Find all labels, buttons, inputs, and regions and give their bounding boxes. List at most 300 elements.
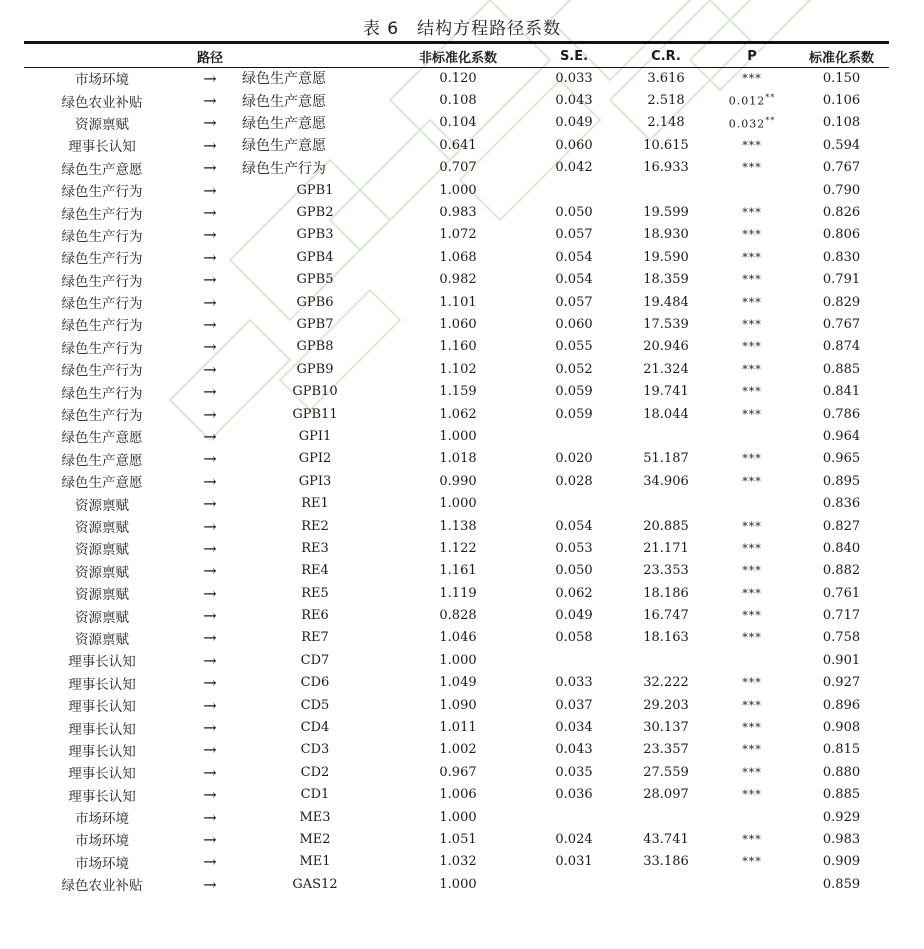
- cell-unstd: 0.983: [439, 205, 477, 221]
- cell-to: CD5: [300, 697, 330, 713]
- cell-std: 0.841: [822, 384, 861, 400]
- cell-unstd: 1.018: [439, 451, 477, 467]
- cell-std: 0.896: [822, 697, 861, 713]
- cell-unstd: 0.641: [439, 137, 477, 153]
- cell-std: 0.927: [822, 675, 861, 691]
- cell-p: [710, 425, 794, 447]
- cell-from: 市场环境: [75, 72, 129, 89]
- arrow-icon: →: [203, 628, 217, 648]
- cell-p: ***: [742, 855, 762, 869]
- cell-from: 资源禀赋: [75, 587, 129, 604]
- col-header-unstd: 非标准化系数: [418, 51, 497, 66]
- cell-from: 理事长认知: [68, 699, 136, 716]
- cell-to: RE6: [301, 608, 329, 624]
- cell-unstd: 1.062: [439, 406, 477, 422]
- cell-cr: [622, 806, 710, 828]
- arrow-icon: →: [203, 337, 217, 357]
- cell-p: ***: [742, 317, 762, 331]
- cell-p: ***: [742, 138, 762, 152]
- cell-std: 0.929: [822, 809, 861, 825]
- col-header-from: [24, 46, 180, 67]
- cell-std: 0.965: [822, 451, 861, 467]
- cell-se: 0.053: [555, 540, 593, 556]
- cell-from: 市场环境: [75, 833, 129, 850]
- table-row: [24, 492, 889, 514]
- cell-from: 理事长认知: [68, 766, 136, 783]
- cell-unstd: 1.160: [439, 339, 477, 355]
- cell-se: 0.043: [555, 93, 593, 109]
- cell-cr: 33.186: [643, 854, 689, 870]
- cell-se: 0.052: [555, 361, 593, 377]
- cell-to: GPB6: [296, 294, 334, 310]
- cell-std: 0.830: [822, 249, 861, 265]
- cell-cr: 34.906: [643, 473, 689, 489]
- table-row: [24, 157, 889, 179]
- cell-from: 绿色生产行为: [61, 363, 143, 380]
- cell-se: 0.050: [555, 205, 593, 221]
- cell-to: GPB7: [296, 316, 334, 332]
- table-row: [24, 560, 889, 582]
- cell-std: 0.859: [822, 876, 861, 892]
- table-row: [24, 336, 889, 358]
- cell-se: 0.057: [555, 227, 593, 243]
- cell-p: ***: [742, 832, 762, 846]
- table-caption: 结构方程路径系数: [417, 19, 562, 39]
- cell-to: GPB5: [296, 272, 334, 288]
- arrow-icon: →: [203, 494, 217, 514]
- arrow-icon: →: [203, 203, 217, 223]
- cell-p: ***: [742, 721, 762, 735]
- path-coefficient-table: [24, 46, 889, 895]
- cell-cr: 21.324: [643, 361, 689, 377]
- cell-to: 绿色生产意愿: [242, 71, 326, 88]
- cell-se: [526, 649, 622, 671]
- cell-unstd: 0.108: [439, 93, 477, 109]
- cell-unstd: 1.101: [439, 294, 477, 310]
- cell-cr: [622, 179, 710, 201]
- cell-from: 理事长认知: [68, 721, 136, 738]
- cell-cr: 20.885: [643, 518, 689, 534]
- cell-from: 绿色生产意愿: [61, 475, 143, 492]
- table-row: [24, 358, 889, 380]
- cell-from: 绿色生产行为: [61, 251, 143, 268]
- cell-std: 0.806: [822, 227, 861, 243]
- cell-to: RE7: [301, 630, 329, 646]
- cell-from: 理事长认知: [68, 743, 136, 760]
- table-row: [24, 269, 889, 291]
- cell-to: GPB4: [296, 249, 334, 265]
- cell-p: ***: [742, 295, 762, 309]
- col-header-path: 路径: [196, 51, 223, 66]
- arrow-icon: →: [203, 829, 217, 849]
- arrow-icon: →: [203, 426, 217, 446]
- cell-p: ***: [742, 206, 762, 220]
- arrow-icon: →: [203, 382, 217, 402]
- cell-to: 绿色生产意愿: [242, 138, 326, 155]
- cell-std: 0.758: [822, 630, 861, 646]
- cell-from: 资源禀赋: [75, 116, 129, 133]
- table-row: [24, 112, 889, 134]
- table-row: [24, 784, 889, 806]
- table-row: [24, 851, 889, 873]
- cell-to: RE5: [301, 585, 329, 601]
- arrow-icon: →: [203, 718, 217, 738]
- cell-cr: 18.186: [643, 585, 689, 601]
- cell-from: 绿色生产行为: [61, 206, 143, 223]
- cell-unstd: 1.122: [439, 540, 477, 556]
- cell-to: GPB2: [296, 205, 334, 221]
- cell-cr: 28.097: [643, 787, 689, 803]
- arrow-icon: →: [203, 449, 217, 469]
- cell-cr: 19.590: [643, 249, 689, 265]
- cell-to: 绿色生产意愿: [242, 93, 326, 110]
- table-title: [0, 14, 924, 39]
- cell-p: ***: [742, 385, 762, 399]
- cell-std: 0.150: [822, 70, 861, 86]
- cell-cr: 18.044: [643, 406, 689, 422]
- cell-p: ***: [742, 519, 762, 533]
- cell-std: 0.594: [822, 137, 861, 153]
- cell-cr: 21.171: [643, 540, 689, 556]
- cell-p: ***: [742, 765, 762, 779]
- arrow-icon: →: [203, 292, 217, 312]
- cell-p: 0.012**: [728, 93, 776, 108]
- cell-se: 0.059: [555, 384, 593, 400]
- cell-se: 0.055: [555, 339, 593, 355]
- top-rule: [24, 41, 889, 44]
- cell-unstd: 1.011: [439, 720, 477, 736]
- cell-unstd: 1.072: [439, 227, 477, 243]
- arrow-icon: →: [203, 606, 217, 626]
- cell-cr: 43.741: [643, 831, 689, 847]
- cell-unstd: 0.990: [439, 473, 477, 489]
- cell-se: 0.050: [555, 563, 593, 579]
- cell-p: ***: [742, 541, 762, 555]
- cell-unstd: 1.002: [439, 742, 477, 758]
- col-header-cr: C.R.: [651, 49, 681, 64]
- arrow-icon: →: [203, 516, 217, 536]
- cell-from: 绿色生产意愿: [61, 430, 143, 447]
- cell-unstd: 1.138: [439, 518, 477, 534]
- cell-unstd: 1.032: [439, 854, 477, 870]
- cell-unstd: 1.049: [439, 675, 477, 691]
- table-row: [24, 448, 889, 470]
- cell-to: GAS12: [292, 876, 338, 892]
- cell-unstd: 1.000: [439, 496, 477, 512]
- cell-p: [710, 492, 794, 514]
- arrow-icon: →: [203, 314, 217, 334]
- arrow-icon: →: [203, 874, 217, 894]
- cell-std: 0.108: [822, 115, 861, 131]
- cell-from: 资源禀赋: [75, 520, 129, 536]
- cell-cr: 2.148: [647, 115, 685, 131]
- cell-std: 0.840: [822, 540, 861, 556]
- cell-unstd: 1.000: [439, 809, 477, 825]
- cell-p: ***: [742, 586, 762, 600]
- cell-unstd: 1.068: [439, 249, 477, 265]
- cell-from: 市场环境: [75, 811, 129, 828]
- cell-unstd: 1.046: [439, 630, 477, 646]
- arrow-icon: →: [203, 135, 217, 155]
- table-row: [24, 403, 889, 425]
- cell-std: 0.717: [822, 608, 861, 624]
- cell-se: 0.036: [555, 787, 593, 803]
- cell-to: 绿色生产行为: [242, 160, 326, 177]
- arrow-icon: →: [203, 471, 217, 491]
- table-row: [24, 604, 889, 626]
- arrow-icon: →: [203, 359, 217, 379]
- cell-to: ME2: [299, 831, 331, 847]
- cell-p: ***: [742, 698, 762, 712]
- cell-cr: 29.203: [643, 697, 689, 713]
- cell-unstd: 0.707: [439, 160, 477, 176]
- cell-unstd: 1.090: [439, 697, 477, 713]
- arrow-icon: →: [203, 852, 217, 872]
- cell-std: 0.815: [822, 742, 861, 758]
- cell-cr: 27.559: [643, 764, 689, 780]
- cell-p: ***: [742, 474, 762, 488]
- cell-cr: 32.222: [643, 675, 689, 691]
- table-row: [24, 201, 889, 223]
- cell-unstd: 0.120: [439, 70, 477, 86]
- cell-to: RE2: [301, 518, 329, 534]
- cell-cr: [622, 492, 710, 514]
- cell-std: 0.106: [822, 93, 861, 109]
- cell-std: 0.908: [822, 720, 861, 736]
- cell-from: 理事长认知: [68, 139, 136, 156]
- table-number: 表 6: [362, 19, 400, 39]
- cell-se: 0.034: [555, 720, 593, 736]
- table-row: [24, 761, 889, 783]
- cell-std: 0.761: [822, 585, 861, 601]
- cell-se: [526, 425, 622, 447]
- cell-se: 0.058: [555, 630, 593, 646]
- table-row: [24, 313, 889, 335]
- col-header-p: P: [747, 49, 757, 64]
- table-row: [24, 224, 889, 246]
- arrow-icon: →: [203, 673, 217, 693]
- cell-std: 0.983: [822, 831, 861, 847]
- cell-to: GPB10: [292, 384, 338, 400]
- cell-unstd: 1.159: [439, 384, 477, 400]
- cell-to: 绿色生产意愿: [242, 115, 326, 132]
- cell-unstd: 1.000: [439, 652, 477, 668]
- header-row: [24, 46, 889, 67]
- cell-to: GPI3: [298, 473, 332, 489]
- cell-from: 绿色生产行为: [61, 273, 143, 290]
- cell-unstd: 1.000: [439, 428, 477, 444]
- cell-p: ***: [742, 631, 762, 645]
- arrow-icon: →: [203, 68, 217, 88]
- cell-to: CD2: [300, 764, 330, 780]
- table-row: [24, 246, 889, 268]
- cell-se: 0.033: [555, 675, 593, 691]
- cell-to: CD7: [300, 652, 330, 668]
- cell-p: ***: [742, 609, 762, 623]
- cell-from: 绿色农业补贴: [61, 878, 143, 895]
- arrow-icon: →: [203, 561, 217, 581]
- cell-from: 绿色农业补贴: [61, 94, 143, 111]
- arrow-icon: →: [203, 583, 217, 603]
- cell-unstd: 1.006: [439, 787, 477, 803]
- cell-cr: 19.484: [643, 294, 689, 310]
- cell-p: ***: [742, 676, 762, 690]
- cell-p: ***: [742, 564, 762, 578]
- arrow-icon: →: [203, 270, 217, 290]
- table-row: [24, 672, 889, 694]
- cell-p: [710, 649, 794, 671]
- cell-p: ***: [742, 452, 762, 466]
- cell-to: RE4: [301, 563, 329, 579]
- cell-se: 0.020: [555, 451, 593, 467]
- table-row: [24, 89, 889, 111]
- cell-p: ***: [742, 250, 762, 264]
- table-row: [24, 873, 889, 895]
- cell-se: 0.060: [555, 137, 593, 153]
- cell-from: 绿色生产行为: [61, 318, 143, 335]
- cell-from: 资源禀赋: [75, 609, 129, 626]
- cell-se: 0.060: [555, 316, 593, 332]
- cell-cr: 23.357: [643, 742, 689, 758]
- cell-cr: 16.933: [643, 160, 689, 176]
- cell-se: 0.059: [555, 406, 593, 422]
- table-row: [24, 582, 889, 604]
- table-row: [24, 425, 889, 447]
- cell-std: 0.826: [822, 205, 861, 221]
- cell-to: ME3: [299, 809, 331, 825]
- cell-se: 0.049: [555, 115, 593, 131]
- table-row: [24, 380, 889, 402]
- arrow-icon: →: [203, 247, 217, 267]
- table-row: [24, 291, 889, 313]
- cell-p: ***: [742, 407, 762, 421]
- arrow-icon: →: [203, 762, 217, 782]
- cell-cr: 3.616: [647, 70, 685, 86]
- cell-se: 0.035: [555, 764, 593, 780]
- cell-se: 0.024: [555, 831, 593, 847]
- table-body: [24, 67, 889, 895]
- cell-p: ***: [742, 340, 762, 354]
- cell-unstd: 0.104: [439, 115, 477, 131]
- table-row: [24, 716, 889, 738]
- cell-from: 理事长认知: [68, 676, 136, 693]
- cell-std: 0.880: [822, 764, 861, 780]
- cell-p: ***: [742, 71, 762, 85]
- cell-unstd: 1.000: [439, 876, 477, 892]
- cell-from: 资源禀赋: [75, 542, 129, 559]
- cell-to: RE1: [301, 496, 329, 512]
- cell-cr: 2.518: [647, 93, 685, 109]
- cell-to: GPB3: [296, 227, 334, 243]
- cell-to: GPB1: [296, 182, 334, 198]
- table-row: [24, 179, 889, 201]
- col-header-std: 标准化系数: [808, 51, 874, 66]
- cell-std: 0.829: [822, 294, 861, 310]
- cell-std: 0.882: [822, 563, 861, 579]
- cell-cr: 18.930: [643, 227, 689, 243]
- cell-to: GPB11: [292, 406, 338, 422]
- arrow-icon: →: [203, 225, 217, 245]
- cell-unstd: 0.967: [439, 764, 477, 780]
- table-row: [24, 67, 889, 89]
- cell-cr: 19.741: [643, 384, 689, 400]
- cell-p: ***: [742, 743, 762, 757]
- cell-to: ME1: [299, 854, 331, 870]
- cell-cr: 18.359: [643, 272, 689, 288]
- cell-from: 资源禀赋: [75, 497, 129, 514]
- cell-from: 资源禀赋: [75, 631, 129, 648]
- cell-from: 绿色生产行为: [61, 408, 143, 425]
- cell-se: 0.054: [555, 249, 593, 265]
- cell-p: 0.032**: [728, 115, 776, 131]
- cell-cr: 30.137: [643, 720, 689, 736]
- cell-std: 0.885: [822, 787, 861, 803]
- cell-se: 0.054: [555, 518, 593, 534]
- cell-cr: 18.163: [643, 630, 689, 646]
- cell-std: 0.836: [822, 496, 861, 512]
- arrow-icon: →: [203, 785, 217, 805]
- cell-p: [710, 806, 794, 828]
- cell-std: 0.791: [822, 272, 861, 288]
- cell-se: 0.049: [555, 608, 593, 624]
- cell-p: ***: [742, 788, 762, 802]
- cell-se: [526, 179, 622, 201]
- cell-se: 0.033: [555, 70, 593, 86]
- cell-se: 0.057: [555, 294, 593, 310]
- col-header-to: [240, 46, 390, 67]
- table-row: [24, 806, 889, 828]
- cell-cr: [622, 873, 710, 895]
- cell-from: 绿色生产行为: [61, 340, 143, 357]
- cell-unstd: 1.102: [439, 361, 477, 377]
- cell-p: ***: [742, 273, 762, 287]
- cell-std: 0.767: [822, 316, 861, 332]
- cell-from: 理事长认知: [68, 788, 136, 805]
- cell-to: CD6: [300, 675, 330, 691]
- cell-se: 0.054: [555, 272, 593, 288]
- cell-p: ***: [742, 228, 762, 242]
- arrow-icon: →: [203, 740, 217, 760]
- table-row: [24, 470, 889, 492]
- cell-std: 0.874: [822, 339, 861, 355]
- cell-to: GPB8: [296, 339, 334, 355]
- cell-std: 0.909: [822, 854, 861, 870]
- cell-se: 0.031: [555, 854, 593, 870]
- arrow-icon: →: [203, 695, 217, 715]
- cell-cr: 19.599: [643, 205, 689, 221]
- cell-to: GPI2: [298, 451, 332, 467]
- table-row: [24, 134, 889, 156]
- cell-cr: [622, 425, 710, 447]
- cell-p: ***: [742, 362, 762, 376]
- cell-se: 0.037: [555, 697, 593, 713]
- cell-se: [526, 492, 622, 514]
- cell-to: GPB9: [296, 361, 334, 377]
- cell-unstd: 1.060: [439, 316, 477, 332]
- cell-cr: 20.946: [643, 339, 689, 355]
- arrow-icon: →: [203, 158, 217, 178]
- cell-to: GPI1: [298, 428, 332, 444]
- cell-unstd: 1.161: [439, 563, 477, 579]
- arrow-icon: →: [203, 538, 217, 558]
- arrow-icon: →: [203, 180, 217, 200]
- cell-from: 绿色生产意愿: [61, 452, 143, 469]
- cell-from: 资源禀赋: [75, 564, 129, 581]
- table-row: [24, 627, 889, 649]
- cell-to: CD3: [300, 742, 330, 758]
- cell-cr: 16.747: [643, 608, 689, 624]
- cell-cr: 10.615: [643, 137, 689, 153]
